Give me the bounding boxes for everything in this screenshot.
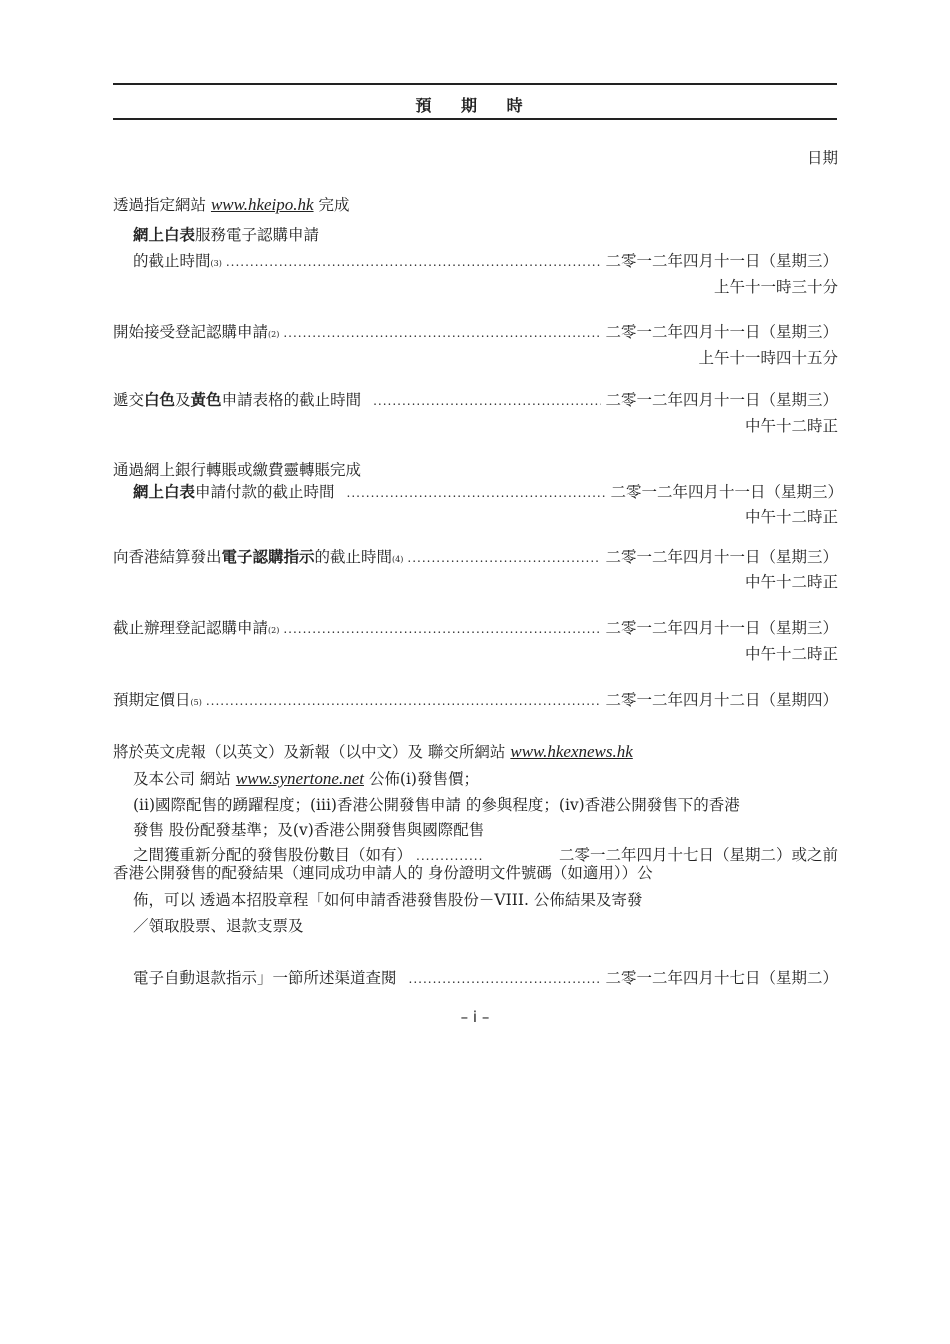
- item-results-line1: 香港公開發售的配發結果（連同成功申請人的 身份證明文件號碼（如適用））公: [113, 864, 653, 882]
- leader-dots: [347, 483, 607, 503]
- footnote-ref: (5): [190, 698, 202, 707]
- time: 中午十二時正: [744, 645, 838, 663]
- leader-dots: [407, 548, 601, 568]
- label: 網上白表申請付款的截止時間: [133, 483, 335, 501]
- label: 向香港結算發出電子認購指示的截止時間: [113, 548, 393, 566]
- text: 透過指定網站: [113, 196, 211, 214]
- item-registration-close: [113, 618, 838, 641]
- date-column-heading: 日期: [806, 149, 838, 167]
- time: 上午十一時四十五分: [698, 349, 838, 367]
- item-announcement-line3: (ii)國際配售的踴躍程度；(iii)香港公開發售申請 的參與程度；(iv)香港公開發售下的香港: [133, 796, 740, 814]
- text: 服務電子認購申請: [195, 226, 320, 244]
- item-hkeipo-line1: [113, 195, 838, 215]
- item-results-line3: ／領取股票、退款支票及: [133, 917, 304, 935]
- time: 上午十一時三十分: [713, 278, 838, 296]
- date: 二零一二年四月十一日（星期三）: [605, 391, 838, 409]
- leader-dots: [373, 391, 601, 411]
- item-results-date: [133, 968, 838, 989]
- page-header: 預 期 時: [415, 96, 535, 115]
- date: 二零一二年四月十七日（星期二）或之前: [558, 846, 838, 864]
- bold-term: 網上白表: [133, 226, 196, 244]
- item-forms-deadline: [113, 390, 838, 411]
- time: 中午十二時正: [744, 417, 838, 435]
- top-rule: [113, 83, 837, 85]
- label: 截止辦理登記認購申請: [113, 619, 269, 637]
- leader-dots: [206, 691, 602, 711]
- label: 預期定價日: [113, 691, 191, 709]
- hkexnews-link[interactable]: www.hkexnews.hk: [510, 742, 633, 761]
- label: 遞交白色及黃色申請表格的截止時間: [113, 391, 362, 409]
- item-announcement-line2: 及本公司 網站 www.synertone.net 公佈(i)發售價；: [133, 769, 479, 788]
- item-hkeipo-deadline: [133, 251, 838, 274]
- time: 中午十二時正: [744, 508, 838, 526]
- item-results-line2: 佈，可以 透過本招股章程「如何申請香港發售股份－VIII. 公佈結果及寄發: [133, 891, 643, 909]
- header-rule: [113, 118, 837, 120]
- item-announcement-line4: 發售 股份配發基準；及(v)香港公開發售與國際配售: [133, 821, 485, 839]
- date: 二零一二年四月十一日（星期三）: [605, 252, 838, 270]
- leader-dots: [283, 323, 601, 343]
- item-announcement-line1: 將於英文虎報（以英文）及新報（以中文）及 聯交所網站 www.hkexnews.hk: [113, 742, 633, 761]
- leader-dots: [226, 252, 602, 272]
- footnote-ref: (2): [268, 626, 280, 635]
- item-price-determination: [113, 690, 838, 713]
- label: 開始接受登記認購申請: [113, 323, 269, 341]
- item-registration-open: [113, 322, 838, 345]
- leader-dots: [409, 969, 602, 989]
- footnote-ref: (3): [210, 259, 222, 268]
- item-payment-line1: 通過網上銀行轉賬或繳費靈轉賬完成: [113, 461, 362, 479]
- footnote-ref: (4): [392, 555, 404, 564]
- text: 完成: [313, 196, 350, 214]
- date: 二零一二年四月十一日（星期三）: [610, 483, 843, 501]
- item-hkeipo-line2: [133, 225, 858, 245]
- date: 二零一二年四月十一日（星期三）: [605, 323, 838, 341]
- item-eipo-deadline: [113, 547, 838, 570]
- page-number: – i –: [460, 1008, 490, 1026]
- label: 之間獲重新分配的發售股份數目（如有）: [133, 846, 413, 864]
- date: 二零一二年四月十一日（星期三）: [605, 548, 838, 566]
- label: 電子自動退款指示」一節所述渠道查閱: [133, 969, 397, 987]
- date: 二零一二年四月十一日（星期三）: [605, 619, 838, 637]
- item-payment-deadline: [133, 482, 843, 503]
- date: 二零一二年四月十二日（星期四）: [605, 691, 838, 709]
- synertone-link[interactable]: www.synertone.net: [235, 769, 364, 788]
- time: 中午十二時正: [744, 573, 838, 591]
- leader-dots: [283, 619, 601, 639]
- label: 的截止時間: [133, 252, 211, 270]
- footnote-ref: (2): [268, 330, 280, 339]
- date: 二零一二年四月十七日（星期二）: [605, 969, 838, 987]
- hkeipo-link[interactable]: www.hkeipo.hk: [210, 195, 314, 214]
